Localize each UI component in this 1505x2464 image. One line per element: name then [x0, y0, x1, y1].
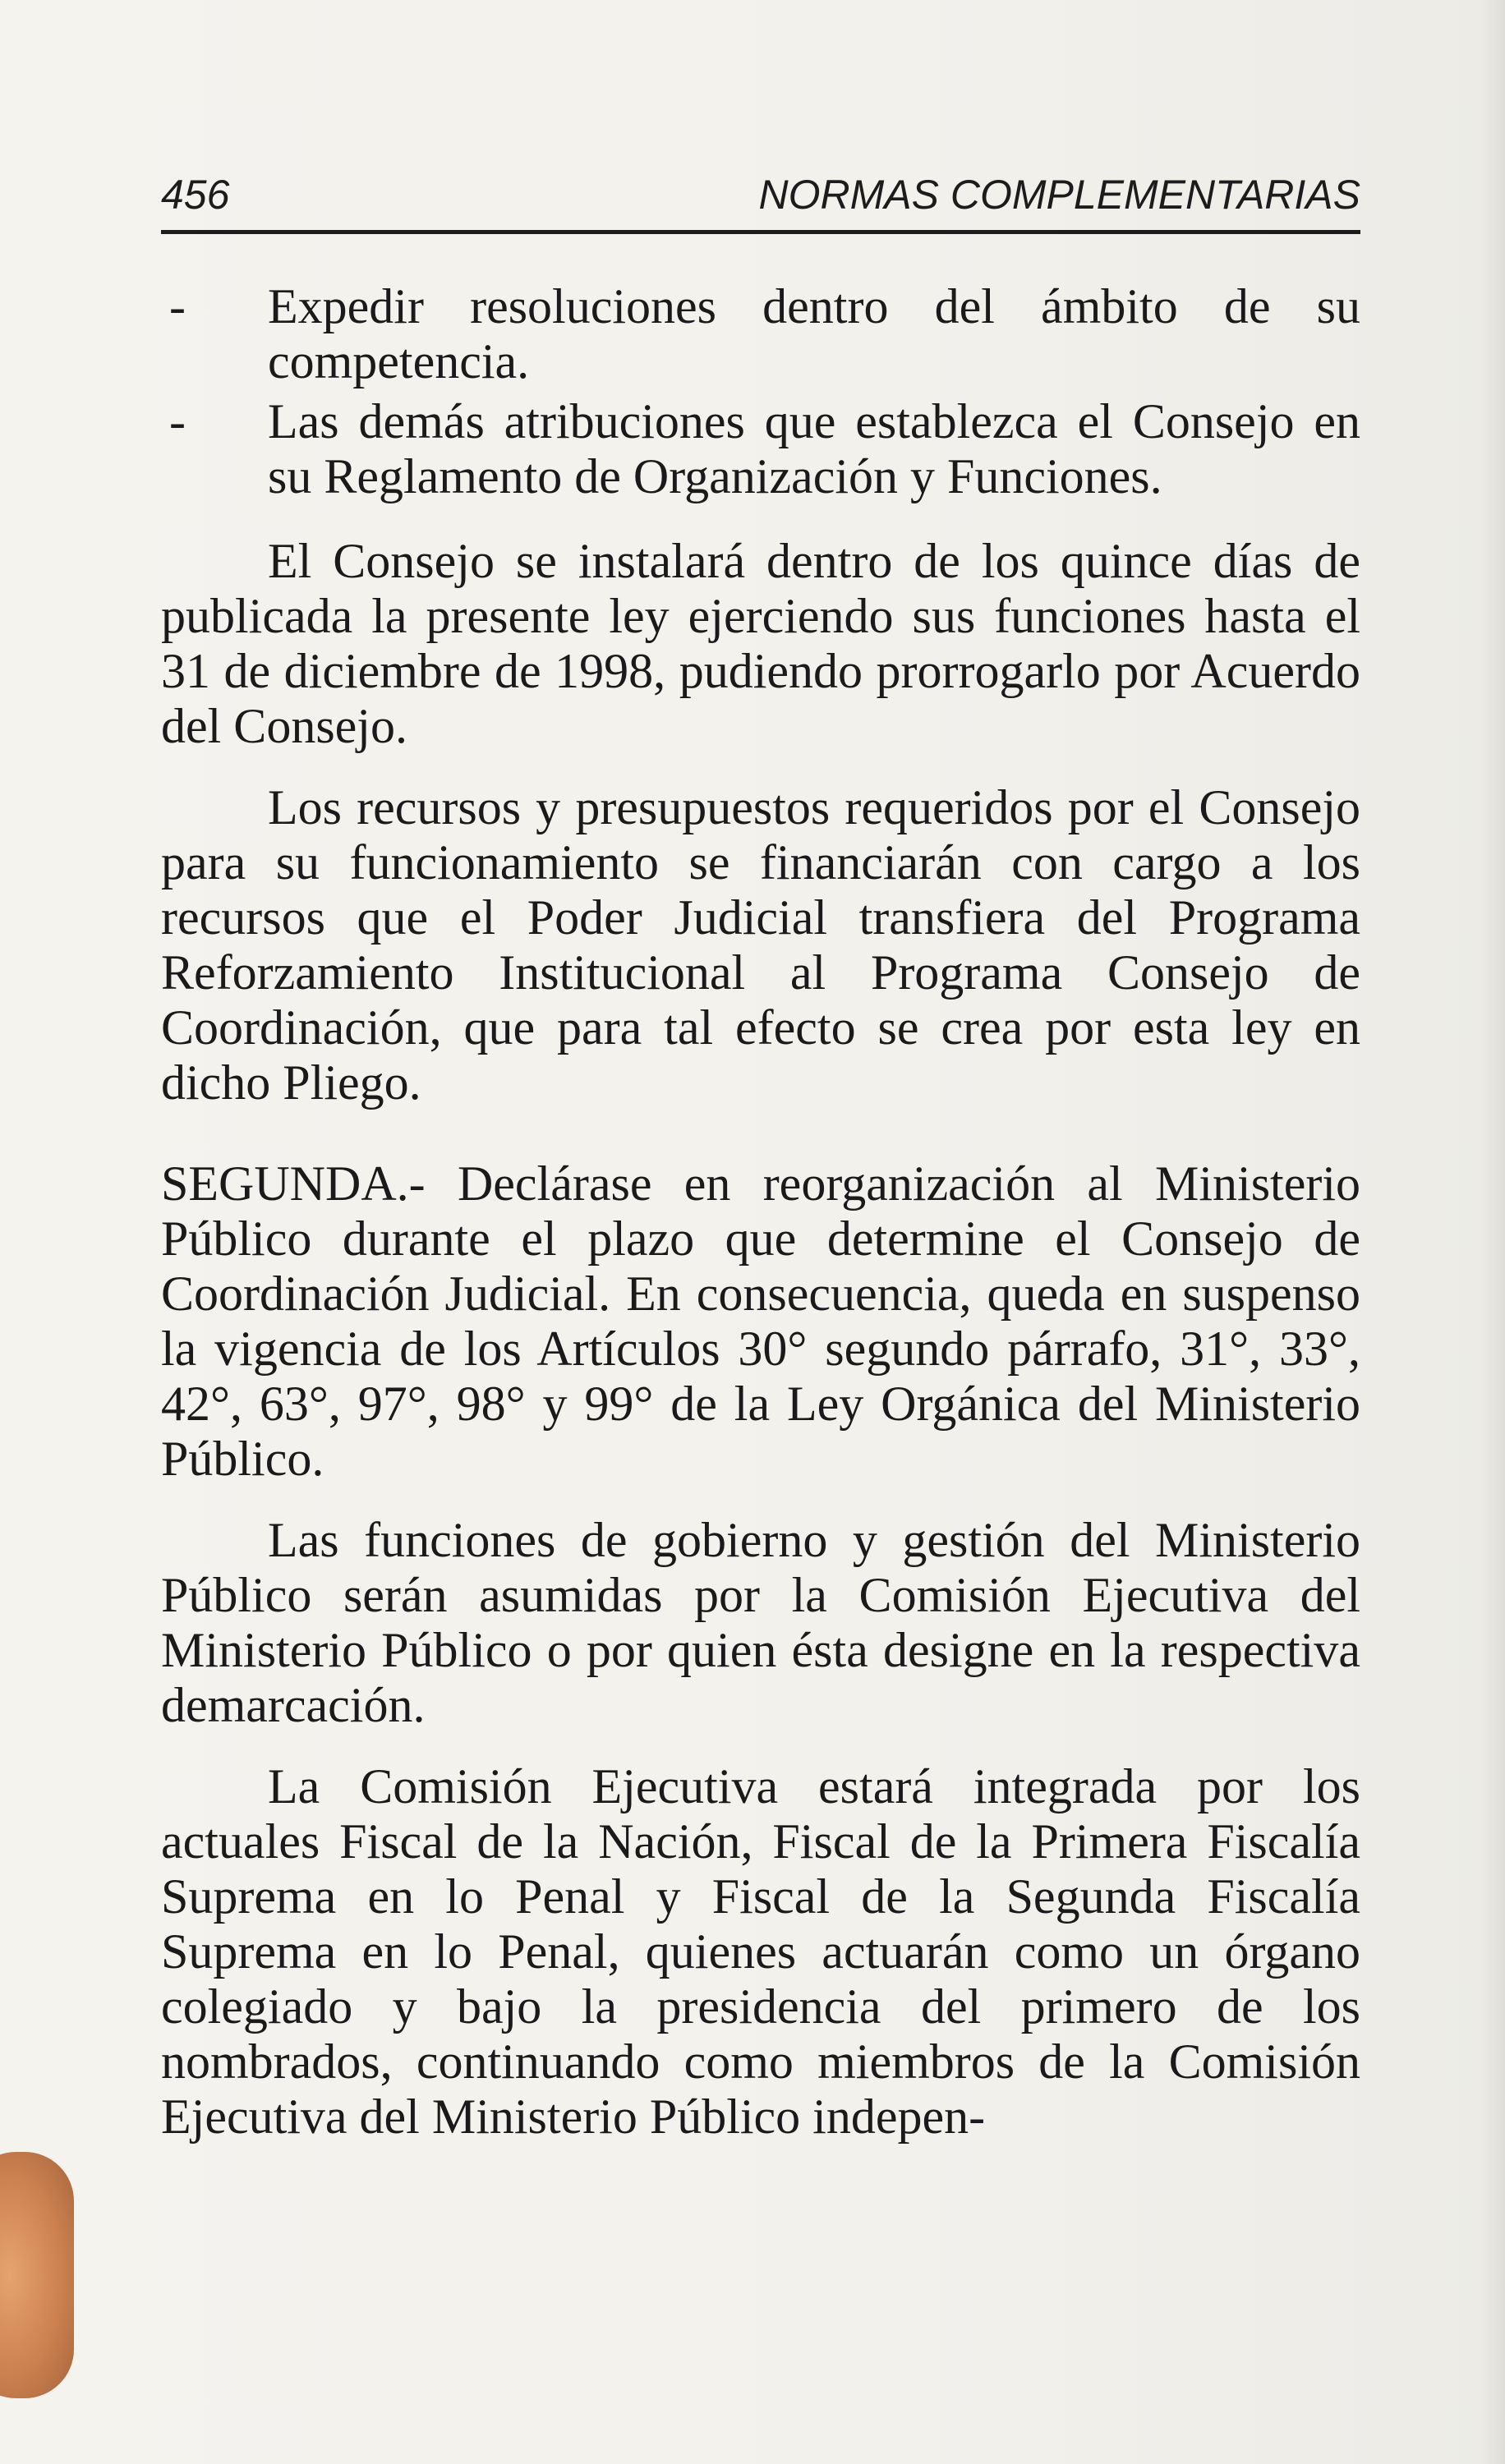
page-edge-shadow [1480, 0, 1505, 2464]
paragraph-consejo-instalacion: El Consejo se instalará dentro de los quince días de publicada la presente ley ejerciendo sus funciones hasta el 31 de diciembre de 1998, pudiendo prorrogarlo por Acuerdo del Consejo. [161, 534, 1360, 753]
paragraph-recursos: Los recursos y presupuestos requeridos por el Consejo para su funcionamiento se financiarán con cargo a los recursos que el Poder Judicial transfiera del Programa Reforzamiento Institucional al Programa Consejo de Coordinación, que para tal efecto se crea por esta ley en dicho Pliego. [161, 780, 1360, 1110]
list-item-text: Las demás atribuciones que establezca el Consejo en su Reglamento de Organización y Funciones. [268, 394, 1360, 503]
list-item [161, 279, 1360, 389]
list-item-text: Expedir resoluciones dentro del ámbito de su competencia. [268, 279, 1360, 388]
bullet-dash: - [169, 279, 186, 333]
running-title: NORMAS COMPLEMENTARIAS [758, 172, 1360, 218]
list-item [161, 394, 1360, 504]
paragraph-segunda: SEGUNDA.- Declárase en reorganización al Ministerio Público durante el plazo que determine el Consejo de Coordinación Judicial. En consecuencia, queda en suspenso la vigencia de los Artículos 30° segundo párrafo, 31°, 33°, 42°, 63°, 97°, 98° y 99° de la Ley Orgánica del Ministerio Público. [161, 1156, 1360, 1486]
paragraph-comision-ejecutiva: La Comisión Ejecutiva estará integrada por los actuales Fiscal de la Nación, Fiscal de la Primera Fiscalía Suprema en lo Penal y Fiscal de la Segunda Fiscalía Suprema en lo Penal, quienes actuarán como un órgano colegiado y bajo la presidencia del primero de los nombrados, continuando como miembros de la Comisión Ejecutiva del Ministerio Público indepen- [161, 1759, 1360, 2144]
paragraph-funciones-gobierno: Las funciones de gobierno y gestión del Ministerio Público serán asumidas por la Comisión Ejecutiva del Ministerio Público o por quien ésta designe en la respectiva demarcación. [161, 1513, 1360, 1732]
page-body [161, 279, 1360, 2171]
thumb-holding-page [0, 2152, 74, 2398]
page-header [161, 164, 1360, 234]
page-number: 456 [161, 172, 230, 218]
bullet-dash: - [169, 394, 186, 448]
